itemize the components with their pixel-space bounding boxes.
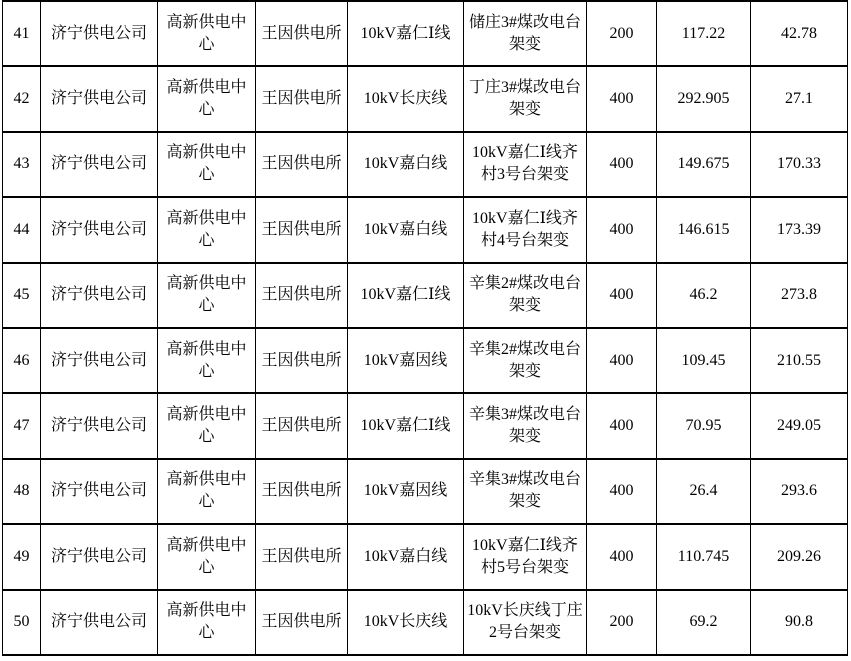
transformer-area-cell: 10kV嘉仁Ⅰ线齐村5号台架变	[464, 524, 587, 589]
row-number-cell: 48	[3, 459, 41, 524]
value-a-cell: 109.45	[657, 328, 751, 393]
capacity-cell: 200	[587, 590, 657, 655]
supply-station-cell: 王因供电所	[256, 393, 348, 458]
line-name-cell: 10kV嘉白线	[348, 132, 464, 197]
company-cell: 济宁供电公司	[41, 328, 158, 393]
transformer-area-cell: 辛集3#煤改电台架变	[464, 459, 587, 524]
table-row	[3, 132, 848, 197]
value-a-cell: 149.675	[657, 132, 751, 197]
value-b-cell: 293.6	[751, 459, 848, 524]
capacity-cell: 400	[587, 66, 657, 131]
company-cell: 济宁供电公司	[41, 393, 158, 458]
transformer-area-cell: 辛集3#煤改电台架变	[464, 393, 587, 458]
capacity-cell: 400	[587, 132, 657, 197]
line-name-cell: 10kV嘉仁Ⅰ线	[348, 393, 464, 458]
value-b-cell: 210.55	[751, 328, 848, 393]
row-number-cell: 42	[3, 66, 41, 131]
capacity-cell: 400	[587, 197, 657, 262]
transformer-area-cell: 辛集2#煤改电台架变	[464, 328, 587, 393]
supply-center-cell: 高新供电中心	[158, 66, 256, 131]
line-name-cell: 10kV嘉白线	[348, 524, 464, 589]
value-b-cell: 90.8	[751, 590, 848, 655]
table-row	[3, 1, 848, 66]
capacity-cell: 400	[587, 263, 657, 328]
value-b-cell: 273.8	[751, 263, 848, 328]
table-row	[3, 590, 848, 655]
row-number-cell: 49	[3, 524, 41, 589]
company-cell: 济宁供电公司	[41, 459, 158, 524]
company-cell: 济宁供电公司	[41, 66, 158, 131]
table-row	[3, 524, 848, 589]
company-cell: 济宁供电公司	[41, 132, 158, 197]
capacity-cell: 400	[587, 393, 657, 458]
row-number-cell: 50	[3, 590, 41, 655]
supply-station-cell: 王因供电所	[256, 328, 348, 393]
value-b-cell: 209.26	[751, 524, 848, 589]
transformer-area-cell: 10kV嘉仁Ⅰ线齐村3号台架变	[464, 132, 587, 197]
supply-station-cell: 王因供电所	[256, 1, 348, 66]
value-a-cell: 46.2	[657, 263, 751, 328]
value-a-cell: 117.22	[657, 1, 751, 66]
supply-center-cell: 高新供电中心	[158, 197, 256, 262]
table-row	[3, 459, 848, 524]
table-row	[3, 197, 848, 262]
company-cell: 济宁供电公司	[41, 590, 158, 655]
value-a-cell: 146.615	[657, 197, 751, 262]
line-name-cell: 10kV长庆线	[348, 66, 464, 131]
table-body	[3, 1, 848, 655]
company-cell: 济宁供电公司	[41, 1, 158, 66]
line-name-cell: 10kV嘉仁Ⅰ线	[348, 1, 464, 66]
row-number-cell: 41	[3, 1, 41, 66]
line-name-cell: 10kV嘉仁Ⅰ线	[348, 263, 464, 328]
supply-station-cell: 王因供电所	[256, 263, 348, 328]
supply-station-cell: 王因供电所	[256, 590, 348, 655]
capacity-cell: 400	[587, 328, 657, 393]
line-name-cell: 10kV长庆线	[348, 590, 464, 655]
transformer-area-cell: 10kV嘉仁Ⅰ线齐村4号台架变	[464, 197, 587, 262]
supply-station-cell: 王因供电所	[256, 459, 348, 524]
supply-center-cell: 高新供电中心	[158, 132, 256, 197]
supply-center-cell: 高新供电中心	[158, 459, 256, 524]
capacity-cell: 400	[587, 459, 657, 524]
row-number-cell: 47	[3, 393, 41, 458]
value-a-cell: 110.745	[657, 524, 751, 589]
line-name-cell: 10kV嘉因线	[348, 328, 464, 393]
supply-center-cell: 高新供电中心	[158, 328, 256, 393]
supply-station-cell: 王因供电所	[256, 524, 348, 589]
capacity-cell: 400	[587, 524, 657, 589]
supply-center-cell: 高新供电中心	[158, 590, 256, 655]
row-number-cell: 46	[3, 328, 41, 393]
transformer-area-cell: 储庄3#煤改电台架变	[464, 1, 587, 66]
value-a-cell: 70.95	[657, 393, 751, 458]
transformer-area-cell: 辛集2#煤改电台架变	[464, 263, 587, 328]
value-a-cell: 69.2	[657, 590, 751, 655]
table-row	[3, 66, 848, 131]
transformer-area-cell: 丁庄3#煤改电台架变	[464, 66, 587, 131]
transformer-area-cell: 10kV长庆线丁庄2号台架变	[464, 590, 587, 655]
supply-station-cell: 王因供电所	[256, 197, 348, 262]
company-cell: 济宁供电公司	[41, 524, 158, 589]
supply-center-cell: 高新供电中心	[158, 393, 256, 458]
company-cell: 济宁供电公司	[41, 197, 158, 262]
capacity-cell: 200	[587, 1, 657, 66]
row-number-cell: 43	[3, 132, 41, 197]
value-a-cell: 26.4	[657, 459, 751, 524]
power-distribution-table	[2, 0, 848, 656]
table-row	[3, 263, 848, 328]
value-a-cell: 292.905	[657, 66, 751, 131]
value-b-cell: 249.05	[751, 393, 848, 458]
value-b-cell: 42.78	[751, 1, 848, 66]
supply-center-cell: 高新供电中心	[158, 1, 256, 66]
table-row	[3, 393, 848, 458]
supply-center-cell: 高新供电中心	[158, 263, 256, 328]
supply-station-cell: 王因供电所	[256, 66, 348, 131]
line-name-cell: 10kV嘉白线	[348, 197, 464, 262]
line-name-cell: 10kV嘉因线	[348, 459, 464, 524]
value-b-cell: 173.39	[751, 197, 848, 262]
table-row	[3, 328, 848, 393]
row-number-cell: 45	[3, 263, 41, 328]
value-b-cell: 170.33	[751, 132, 848, 197]
supply-center-cell: 高新供电中心	[158, 524, 256, 589]
value-b-cell: 27.1	[751, 66, 848, 131]
row-number-cell: 44	[3, 197, 41, 262]
supply-station-cell: 王因供电所	[256, 132, 348, 197]
company-cell: 济宁供电公司	[41, 263, 158, 328]
